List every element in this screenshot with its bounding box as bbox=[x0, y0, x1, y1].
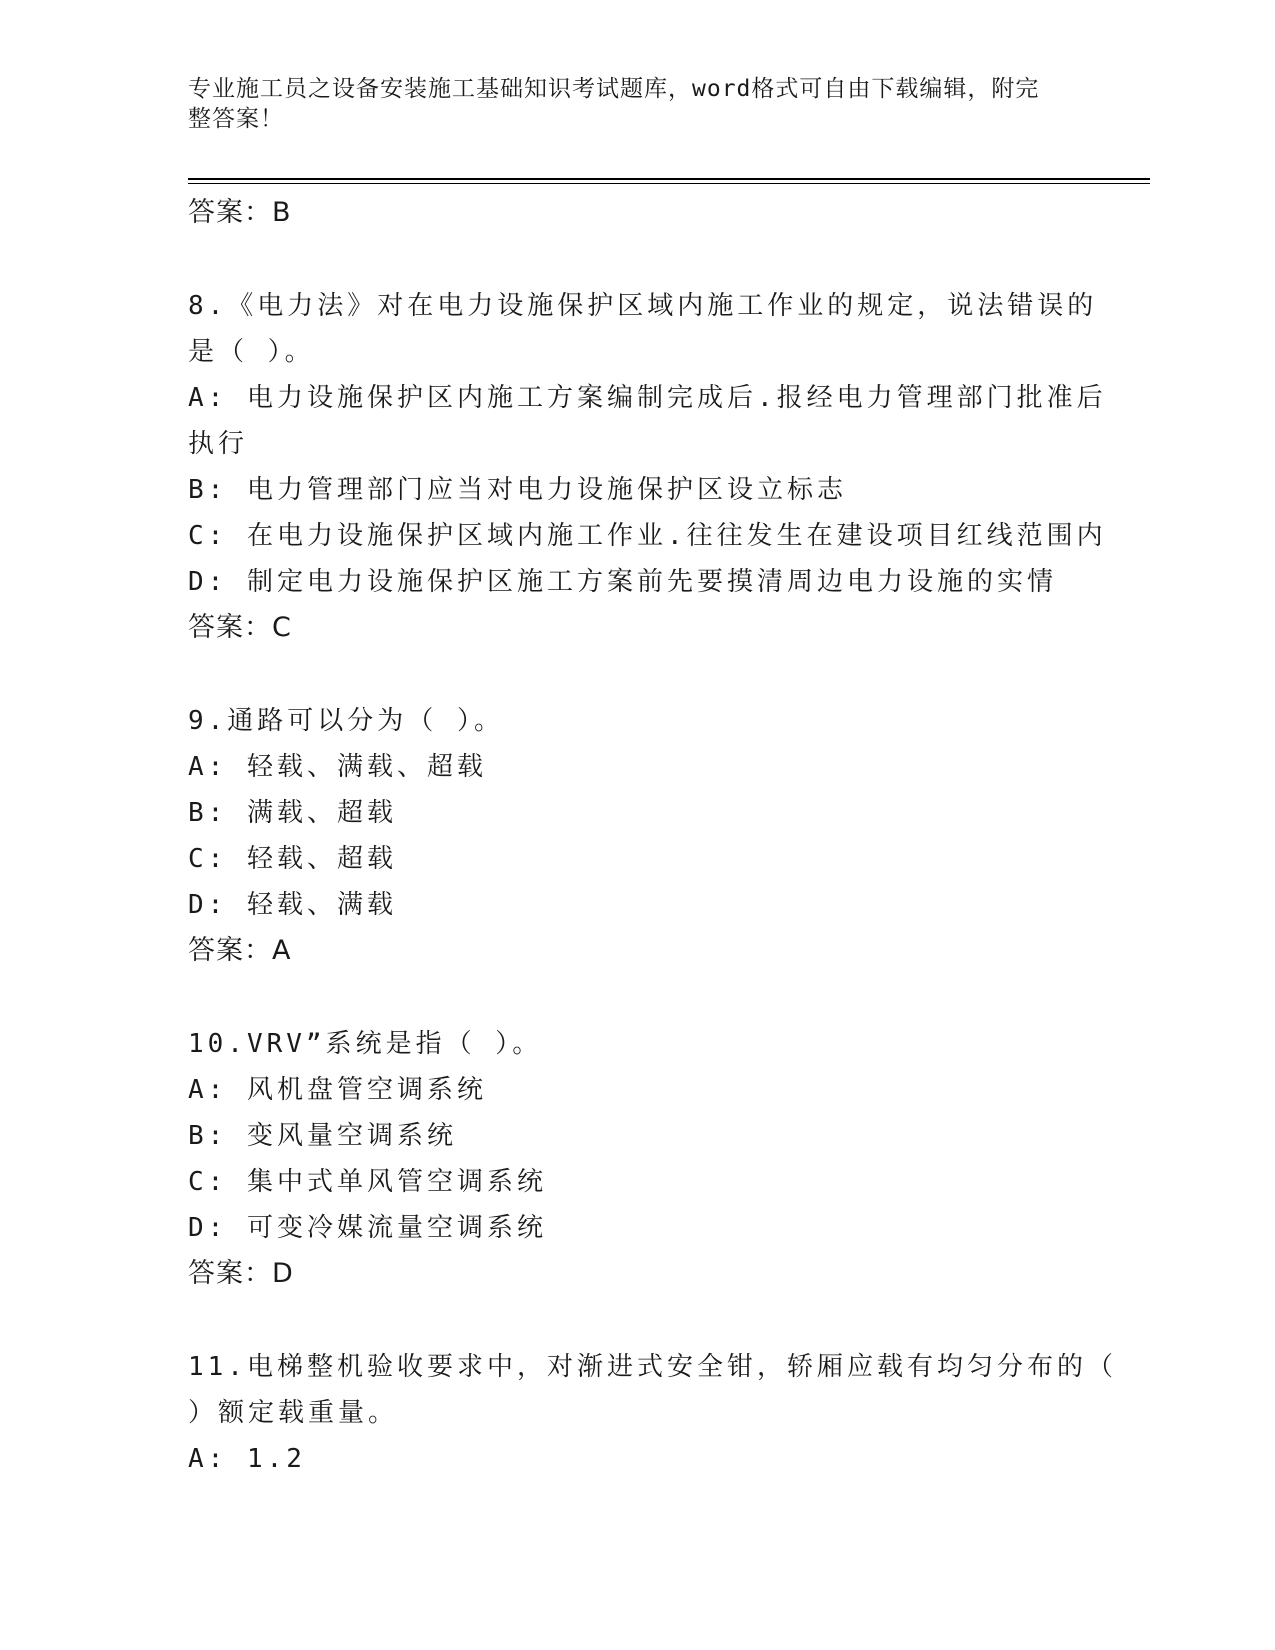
document-header bbox=[188, 74, 1068, 134]
document-body bbox=[188, 190, 1117, 1482]
option-line: A: 1.2 bbox=[188, 1444, 306, 1474]
option-line: C: 集中式单风管空调系统 bbox=[188, 1167, 547, 1197]
option-line: D: 制定电力设施保护区施工方案前先要摸清周边电力设施的实情 bbox=[188, 567, 1057, 597]
header-rule-thick bbox=[188, 178, 1150, 180]
header-line-1: 专业施工员之设备安装施工基础知识考试题库，word格式可自由下载编辑，附完 bbox=[188, 76, 1040, 102]
question-block bbox=[188, 1021, 1088, 1297]
answer-line: 答案：B bbox=[188, 197, 292, 228]
spacer bbox=[188, 1297, 1088, 1344]
option-line: B: 电力管理部门应当对电力设施保护区设立标志 bbox=[188, 475, 847, 505]
option-line: A: 轻载、满载、超载 bbox=[188, 752, 487, 782]
question-stem: ）额定载重量。 bbox=[188, 1398, 399, 1428]
spacer bbox=[188, 974, 1088, 1021]
option-line: C: 在电力设施保护区域内施工作业.往往发生在建设项目红线范围内 bbox=[188, 521, 1107, 551]
option-line: C: 轻载、超载 bbox=[188, 844, 397, 874]
option-line: B: 满载、超载 bbox=[188, 798, 397, 828]
question-stem: 9.通路可以分为（ ）。 bbox=[188, 706, 504, 736]
question-stem: 10.VRV”系统是指（ ）。 bbox=[188, 1029, 543, 1059]
answer-line: 答案：C bbox=[188, 612, 292, 643]
spacer bbox=[188, 651, 1088, 698]
answer-line: 答案：D bbox=[188, 1258, 294, 1289]
option-line: A: 风机盘管空调系统 bbox=[188, 1075, 487, 1105]
option-line: A: 电力设施保护区内施工方案编制完成后.报经电力管理部门批准后 bbox=[188, 383, 1107, 413]
question-block bbox=[188, 1344, 1117, 1482]
question-block bbox=[188, 698, 1088, 974]
option-line: D: 轻载、满载 bbox=[188, 890, 397, 920]
header-rule-thin bbox=[188, 183, 1150, 184]
spacer bbox=[188, 236, 1088, 283]
header-line-2: 整答案！ bbox=[188, 106, 284, 132]
option-line: 执行 bbox=[188, 429, 249, 459]
question-stem: 11.电梯整机验收要求中，对渐进式安全钳，轿厢应载有均匀分布的（ bbox=[188, 1352, 1117, 1382]
question-stem: 是（ ）。 bbox=[188, 337, 315, 367]
option-line: B: 变风量空调系统 bbox=[188, 1121, 457, 1151]
answer-line: 答案：A bbox=[188, 935, 292, 966]
option-line: D: 可变冷媒流量空调系统 bbox=[188, 1213, 547, 1243]
question-stem: 8.《电力法》对在电力设施保护区域内施工作业的规定，说法错误的 bbox=[188, 291, 1098, 321]
question-block bbox=[188, 283, 1107, 651]
